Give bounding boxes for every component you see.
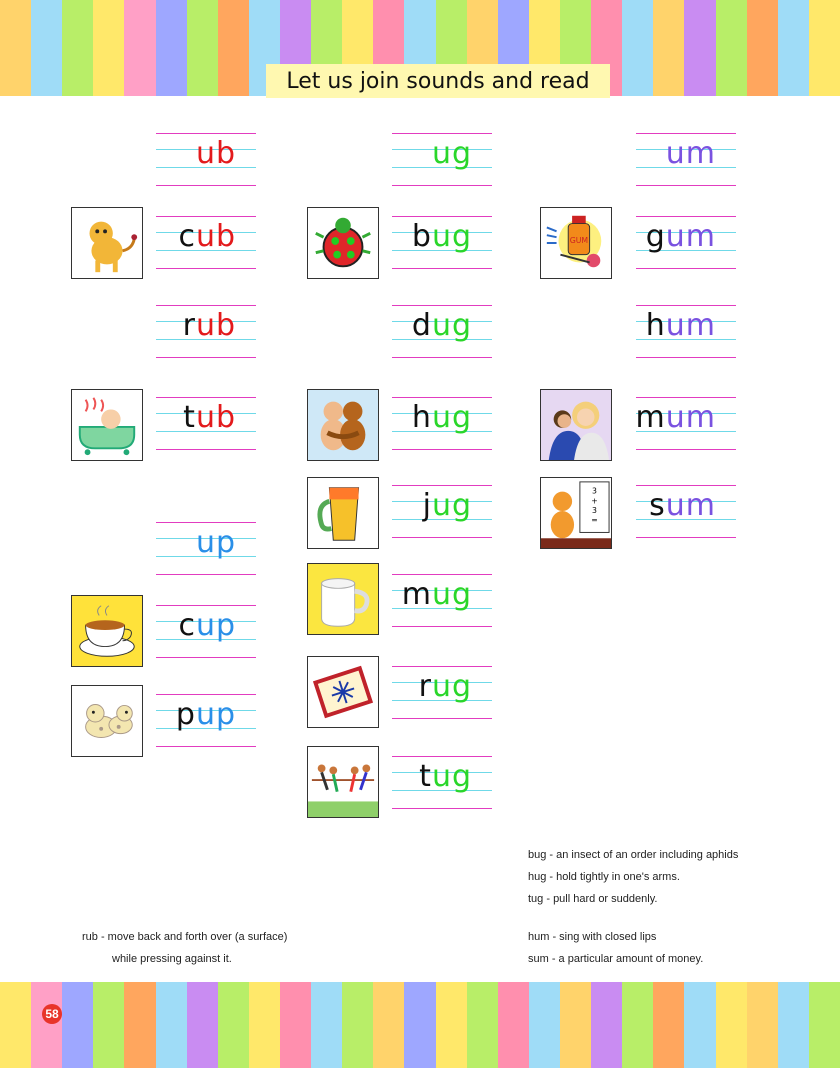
bottom-stripe-border (0, 982, 840, 1068)
stripe (529, 982, 560, 1068)
word-mum: mum (636, 397, 736, 451)
word-ub-family: ub (156, 133, 256, 187)
stripe (747, 0, 778, 96)
gum-bottle-label: GUM (569, 236, 589, 245)
word-hum: hum (636, 305, 736, 359)
stripe (747, 982, 778, 1068)
stripe (156, 982, 187, 1068)
word-um-family: um (636, 133, 736, 187)
sum-board-1: 3 (591, 486, 597, 496)
stripe (187, 0, 218, 96)
stripe (560, 982, 591, 1068)
gloss-rub-line-1: rub - move back and forth over (a surface) (82, 931, 288, 943)
stripe (218, 0, 249, 96)
stripe (436, 982, 467, 1068)
page-title: Let us join sounds and read (266, 64, 610, 98)
ladybug-picture (307, 207, 379, 279)
page-number-badge: 58 (42, 1004, 62, 1024)
gloss-rub-line-2: while pressing against it. (112, 953, 232, 965)
stripe (716, 982, 747, 1068)
mug-picture (307, 563, 379, 635)
gloss-bug: bug - an insect of an order including aphids (528, 849, 739, 861)
word-hug: hug (392, 397, 492, 451)
word-tug: tug (392, 756, 492, 810)
rug-picture (307, 656, 379, 728)
sum-board-2: + (591, 496, 598, 506)
word-tub: tub (156, 397, 256, 451)
stripe (93, 0, 124, 96)
stripe (653, 982, 684, 1068)
stripe (778, 0, 809, 96)
gloss-tug: tug - pull hard or suddenly. (528, 893, 658, 905)
word-mug: mug (392, 574, 492, 628)
stripe (124, 0, 155, 96)
tug-of-war-picture (307, 746, 379, 818)
word-cub: cub (156, 216, 256, 270)
word-cup: cup (156, 605, 256, 659)
teddy-bears-hug-picture (307, 389, 379, 461)
stripe (249, 982, 280, 1068)
mother-and-child-picture (540, 389, 612, 461)
gloss-hum: hum - sing with closed lips (528, 931, 657, 943)
stripe (0, 982, 31, 1068)
stripe (124, 982, 155, 1068)
stripe (311, 982, 342, 1068)
stripe (62, 0, 93, 96)
word-up-family: up (156, 522, 256, 576)
stripe (156, 0, 187, 96)
puppy-picture (71, 685, 143, 757)
word-dug: dug (392, 305, 492, 359)
tea-cup-picture (71, 595, 143, 667)
word-bug: bug (392, 216, 492, 270)
lion-cub-picture (71, 207, 143, 279)
stripe (778, 982, 809, 1068)
word-sum: sum (636, 485, 736, 539)
stripe (62, 982, 93, 1068)
stripe (31, 982, 62, 1068)
stripe (187, 982, 218, 1068)
word-rub: rub (156, 305, 256, 359)
gum-bottle-picture (540, 207, 612, 279)
stripe (809, 982, 840, 1068)
stripe (280, 982, 311, 1068)
word-gum: gum (636, 216, 736, 270)
stripe (622, 982, 653, 1068)
stripe (809, 0, 840, 96)
stripe (622, 0, 653, 96)
juice-jug-picture (307, 477, 379, 549)
bath-tub-picture (71, 389, 143, 461)
gloss-hug: hug - hold tightly in one's arms. (528, 871, 680, 883)
stripe (684, 0, 715, 96)
word-rug: rug (392, 666, 492, 720)
word-jug: jug (392, 485, 492, 539)
stripe (373, 982, 404, 1068)
stripe (591, 982, 622, 1068)
stripe (404, 982, 435, 1068)
stripe (684, 982, 715, 1068)
cat-teacher-sum-picture (540, 477, 612, 549)
word-ug-family: ug (392, 133, 492, 187)
word-pup: pup (156, 694, 256, 748)
stripe (716, 0, 747, 96)
stripe (342, 982, 373, 1068)
stripe (218, 982, 249, 1068)
stripe (31, 0, 62, 96)
stripe (93, 982, 124, 1068)
stripe (653, 0, 684, 96)
sum-board-3: 3 (591, 506, 597, 515)
stripe (0, 0, 31, 96)
gloss-sum: sum - a particular amount of money. (528, 953, 704, 965)
stripe (467, 982, 498, 1068)
sum-board-4: = (591, 515, 598, 525)
stripe (498, 982, 529, 1068)
